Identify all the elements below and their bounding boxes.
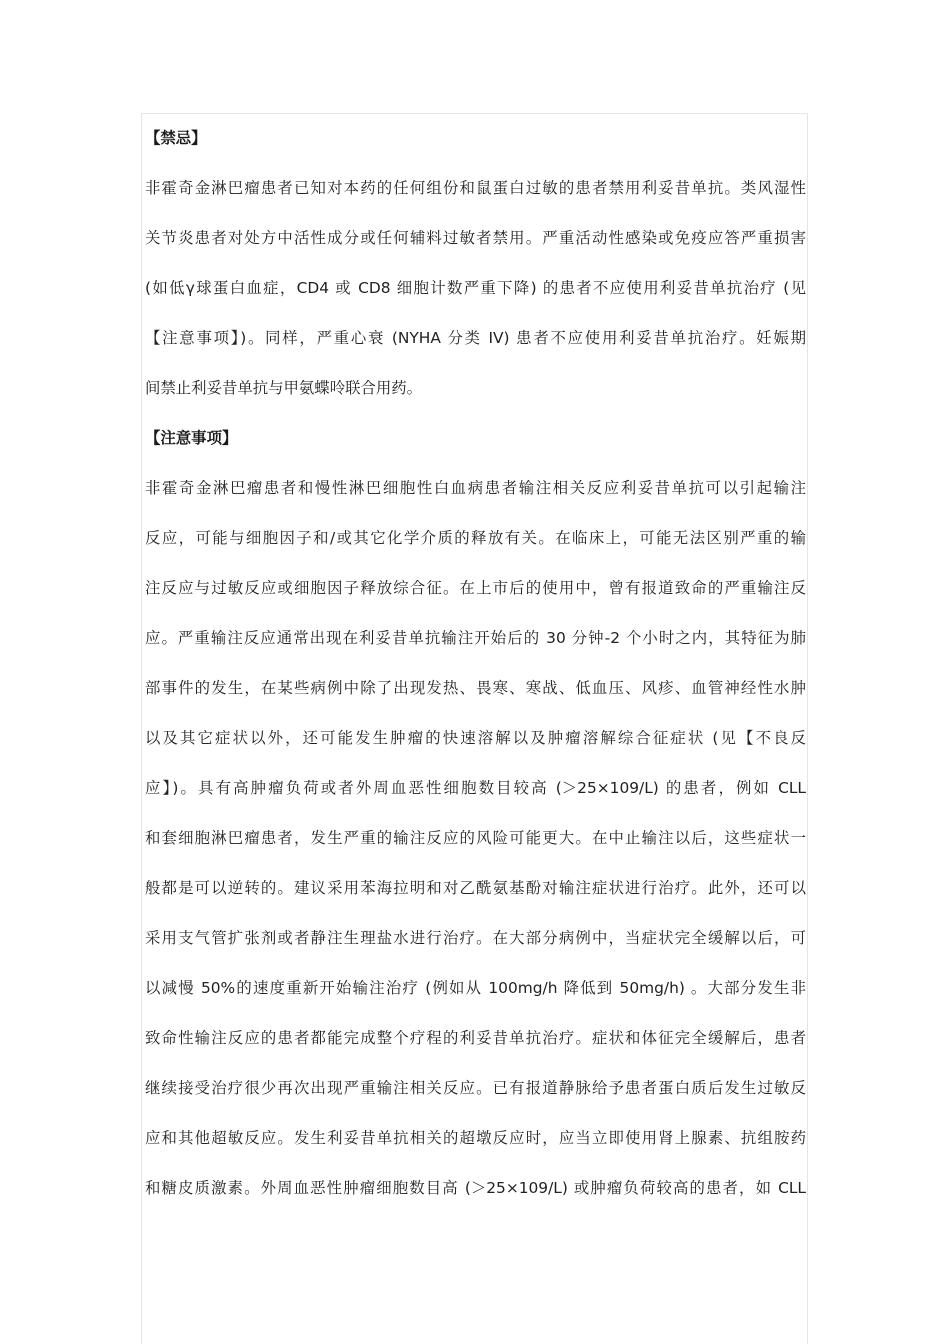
paragraph-line: 和糖皮质激素。外周血恶性肿瘤细胞数目高 (＞25×109/L) 或肿瘤负荷较高的患者，如 CLL: [145, 1179, 806, 1197]
paragraph-line: 非霍奇金淋巴瘤患者已知对本药的任何组份和鼠蛋白过敏的患者禁用利妥昔单抗。类风湿性: [145, 179, 806, 197]
paragraph-line: 应和其他超敏反应。发生利妥昔单抗相关的超墩反应时，应当立即使用肾上腺素、抗组胺药: [145, 1129, 806, 1147]
paragraph-line: 注反应与过敏反应或细胞因子释放综合征。在上市后的使用中，曾有报道致命的严重输注反: [145, 579, 806, 597]
paragraph-line: 非霍奇金淋巴瘤患者和慢性淋巴细胞性白血病患者输注相关反应利妥昔单抗可以引起输注: [145, 479, 806, 497]
page-frame: [141, 113, 808, 1344]
paragraph-line: 以减慢 50%的速度重新开始输注治疗 (例如从 100mg/h 降低到 50mg/h) 。大部分发生非: [145, 979, 806, 997]
paragraph-line: 继续接受治疗很少再次出现严重输注相关反应。已有报道静脉给予患者蛋白质后发生过敏反: [145, 1079, 806, 1097]
document-content: [142, 119, 807, 1219]
paragraph-line: 般都是可以逆转的。建议采用苯海拉明和对乙酰氨基酚对输注症状进行治疗。此外，还可以: [145, 879, 806, 897]
section-heading-precautions: 【注意事项】: [145, 429, 238, 447]
paragraph-line: (如低γ球蛋白血症，CD4 或 CD8 细胞计数严重下降) 的患者不应使用利妥昔单抗治疗 (见: [145, 279, 806, 297]
paragraph-line: 间禁止利妥昔单抗与甲氨蝶呤联合用药。: [145, 379, 423, 397]
paragraph-line: 以及其它症状以外，还可能发生肿瘤的快速溶解以及肿瘤溶解综合征症状 (见【不良反: [145, 729, 806, 747]
paragraph-line: 应。严重输注反应通常出现在利妥昔单抗输注开始后的 30 分钟-2 个小时之内，其特征为肺: [145, 629, 806, 647]
paragraph-line: 采用支气管扩张剂或者静注生理盐水进行治疗。在大部分病例中，当症状完全缓解以后，可: [145, 929, 806, 947]
paragraph-line: 【注意事项】)。同样，严重心衰 (NYHA 分类 IV) 患者不应使用利妥昔单抗治疗。妊娠期: [145, 329, 806, 347]
paragraph-line: 反应，可能与细胞因子和/或其它化学介质的释放有关。在临床上，可能无法区别严重的输: [145, 529, 806, 547]
paragraph-line: 部事件的发生，在某些病例中除了出现发热、畏寒、寒战、低血压、风疹、血管神经性水肿: [145, 679, 806, 697]
paragraph-line: 致命性输注反应的患者都能完成整个疗程的利妥昔单抗治疗。症状和体征完全缓解后，患者: [145, 1029, 806, 1047]
section-heading-contraindications: 【禁忌】: [145, 129, 207, 147]
paragraph-line: 关节炎患者对处方中活性成分或任何辅料过敏者禁用。严重活动性感染或免疫应答严重损害: [145, 229, 806, 247]
paragraph-line: 和套细胞淋巴瘤患者，发生严重的输注反应的风险可能更大。在中止输注以后，这些症状一: [145, 829, 806, 847]
paragraph-line: 应】)。具有高肿瘤负荷或者外周血恶性细胞数目较高 (＞25×109/L) 的患者，例如 CLL: [145, 779, 806, 797]
